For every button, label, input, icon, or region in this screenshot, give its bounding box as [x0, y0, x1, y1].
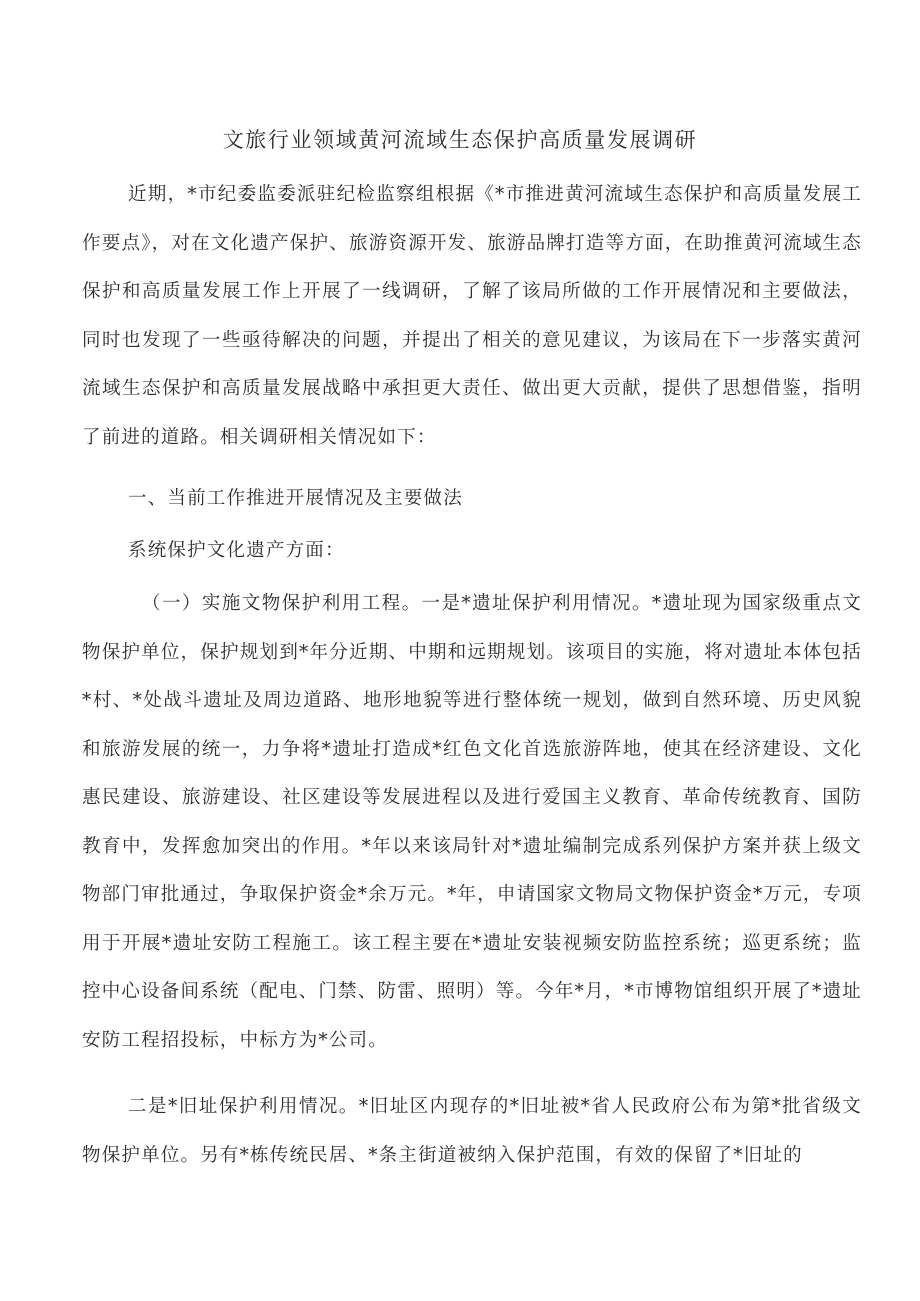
- section-heading: 一、当前工作推进开展情况及主要做法: [128, 488, 463, 509]
- intro-paragraph: 近期，*市纪委监委派驻纪检监察组根据《*市推进黄河流域生态保护和高质量发展工作要点》，对在文化遗产保护、旅游资源开发、旅游品牌打造等方面，在助推黄河流域生态保护和高质量发展工作上开展了一线调研，了解了该局所做的工作开展情况和主要做法，同时也发现了一些亟待解决的问题，并提出了相关的意见建议，为该局在下一步落实黄河流域生态保护和高质量发展战略中承担更大责任、做出更大贡献，提供了思想借鉴，指明了前进的道路。相关调研相关情况如下：: [82, 184, 862, 448]
- document-title: 文旅行业领域黄河流域生态保护高质量发展调研: [222, 128, 698, 152]
- item-two-paragraph: 二是*旧址保护利用情况。*旧址区内现存的*旧址被*省人民政府公布为第*批省级文物保护单位。另有*栋传统民居、*条主街道被纳入保护范围，有效的保留了*旧址的: [82, 1096, 862, 1166]
- item-one-paragraph: （一）实施文物保护利用工程。一是*遗址保护利用情况。*遗址现为国家级重点文物保护单位，保护规划到*年分近期、中期和远期规划。该项目的实施，将对遗址本体包括*村、*处战斗遗址及周边道路、地形地貌等进行整体统一规划，做到自然环境、历史风貌和旅游发展的统一，力争将*遗址打造成*红色文化首选旅游阵地，使其在经济建设、文化惠民建设、旅游建设、社区建设等发展进程以及进行爱国主义教育、革命传统教育、国防教育中，发挥愈加突出的作用。*年以来该局针对*遗址编制完成系列保护方案并获上级文物部门审批通过，争取保护资金*余万元。*年，申请国家文物局文物保护资金*万元，专项用于开展*遗址安防工程施工。该工程主要在*遗址安装视频安防监控系统；巡更系统；监控中心设备间系统（配电、门禁、防雷、照明）等。今年*月，*市博物馆组织开展了*遗址安防工程招投标，中标方为*公司。: [82, 593, 862, 1051]
- sub-heading: 系统保护文化遗产方面：: [128, 540, 345, 561]
